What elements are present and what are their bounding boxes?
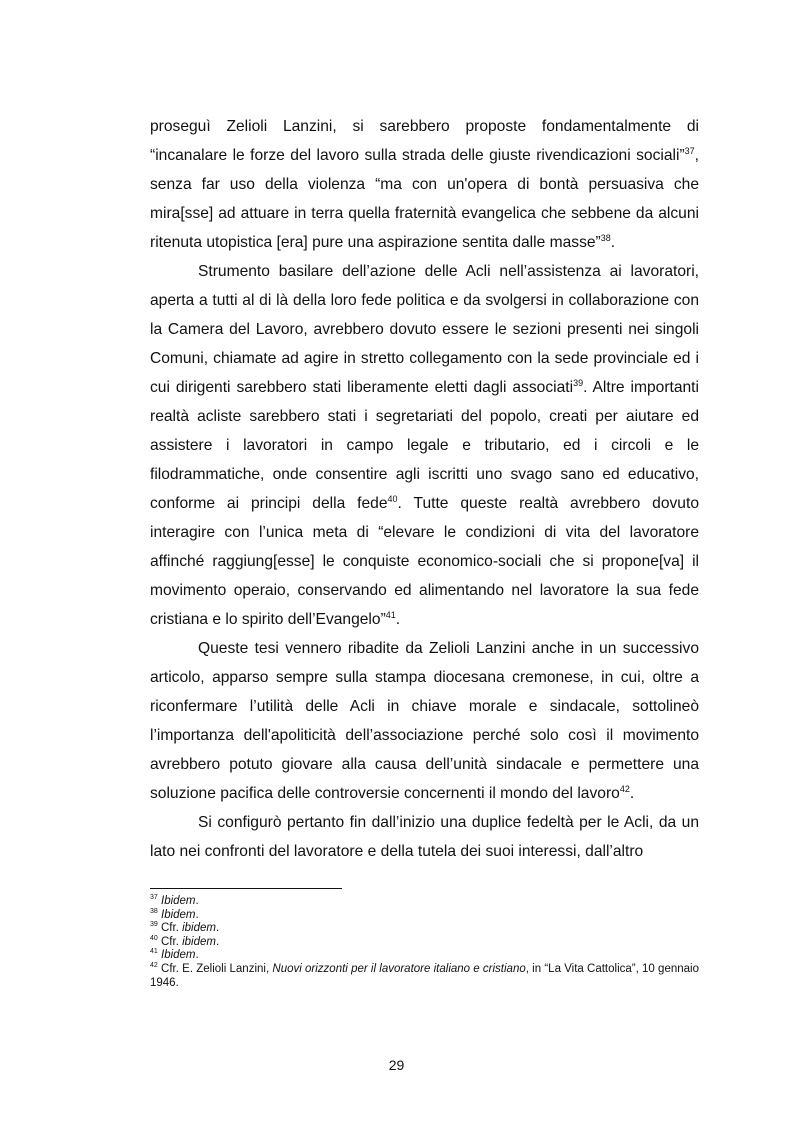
paragraph-text: proseguì Zelioli Lanzini, si sarebbero proposte fondamentalmente di “incanalare le forze del lavoro sulla strada delle giuste rivendicazioni sociali” xyxy=(150,118,699,164)
paragraph-text: . Tutte queste realtà avrebbero dovuto interagire con l’unica meta di “elevare le condizioni di vita del lavoratore affinché raggiung[esse] le conquiste economico-sociali che si propone[va] il movimento operaio, conservando ed alimentando nel lavoratore la sua fede cristiana e lo spirito dell’Evangelo” xyxy=(150,495,699,628)
footnote-ref-38[interactable]: 38 xyxy=(600,232,611,243)
paragraph-text: . xyxy=(629,785,635,802)
footnote-40 xyxy=(150,936,699,950)
footnote-number: 39 xyxy=(150,921,158,929)
page-number: 29 xyxy=(388,1057,405,1073)
footnotes xyxy=(150,895,699,990)
footnote-italic: ibidem xyxy=(182,922,216,935)
footnote-37 xyxy=(150,895,699,909)
paragraph-text: . xyxy=(610,234,616,251)
paragraph-4 xyxy=(150,808,699,866)
footnote-text: . xyxy=(215,922,220,935)
footnote-ref-42[interactable]: 42 xyxy=(619,783,630,794)
footnote-text: , in “La Vita Cattolica”, 10 gennaio 1946. xyxy=(150,962,699,989)
footnote-39 xyxy=(150,922,699,936)
paragraph-text: . Altre importanti realtà acliste sarebbero stati i segretariati del popolo, creati per aiutare ed assistere i lavoratori in campo legale e tributario, ed i circoli e le filodrammatiche, onde consentire agli iscritti uno svago sano ed educativo, conforme ai principi della fede xyxy=(150,379,699,512)
footnote-italic: Ibidem xyxy=(161,908,196,921)
footnote-ref-40[interactable]: 40 xyxy=(387,493,398,504)
paragraph-text: Si configurò pertanto fin dall’inizio una duplice fedeltà per le Acli, da un lato nei confronti del lavoratore e della tutela dei suoi interessi, dall’altro xyxy=(150,814,699,860)
footnote-text: . xyxy=(195,908,199,921)
footnote-text: Cfr. E. Zelioli Lanzini, xyxy=(161,962,273,975)
footnote-italic: Ibidem xyxy=(161,895,196,907)
paragraph-2 xyxy=(150,257,699,634)
footnote-number: 41 xyxy=(150,948,158,956)
paragraph-text: . xyxy=(395,611,401,628)
paragraph-1 xyxy=(150,112,699,257)
page-body xyxy=(150,112,699,866)
footnote-42 xyxy=(150,963,699,990)
footnote-separator xyxy=(150,888,342,889)
footnote-ref-41[interactable]: 41 xyxy=(385,609,396,620)
paragraph-text: , senza far uso della violenza “ma con un'opera di bontà persuasiva che mira[sse] ad attuare in terra quella fraternità evangelica che sebbene da alcuni ritenuta utopistica [era] pure una aspirazione sentita dalle masse” xyxy=(150,147,699,251)
paragraph-text: Queste tesi vennero ribadite da Zelioli Lanzini anche in un successivo articolo, apparso sempre sulla stampa diocesana cremonese, in cui, oltre a riconfermare l’utilità delle Acli in chiave morale e sindacale, sottolineò l’importanza dell'apoliticità dell’associazione perché solo così il movimento avrebbero potuto giovare alla causa dell’unità sindacale e permettere una soluzione pacifica delle controversie concernenti il mondo del lavoro xyxy=(150,640,699,802)
footnote-text: Cfr. xyxy=(161,935,183,948)
footnote-italic: Nuovi orizzonti per il lavoratore italiano e cristiano xyxy=(272,962,526,975)
footnote-italic: ibidem xyxy=(182,935,216,948)
footnote-number: 37 xyxy=(150,894,158,902)
paragraph-3 xyxy=(150,634,699,808)
footnote-ref-37[interactable]: 37 xyxy=(684,145,695,156)
paragraph-text: Strumento basilare dell’azione delle Acli nell’assistenza ai lavoratori, aperta a tutti al di là della loro fede politica e da svolgersi in collaborazione con la Camera del Lavoro, avrebbero dovuto essere le sezioni presenti nei singoli Comuni, chiamate ad agire in stretto collegamento con la sede provinciale ed i cui dirigenti sarebbero stati liberamente eletti dagli associati xyxy=(150,263,699,396)
footnote-38 xyxy=(150,909,699,923)
footnote-text: . xyxy=(195,949,199,962)
footnote-number: 40 xyxy=(150,934,158,942)
footnote-text: . xyxy=(195,895,199,907)
footnote-ref-39[interactable]: 39 xyxy=(573,377,584,388)
footnote-text: Cfr. xyxy=(161,922,183,935)
footnote-number: 38 xyxy=(150,907,158,915)
footnote-text: . xyxy=(215,935,220,948)
footnote-41 xyxy=(150,949,699,963)
footnote-italic: Ibidem xyxy=(161,949,196,962)
footnote-number: 42 xyxy=(150,962,158,970)
